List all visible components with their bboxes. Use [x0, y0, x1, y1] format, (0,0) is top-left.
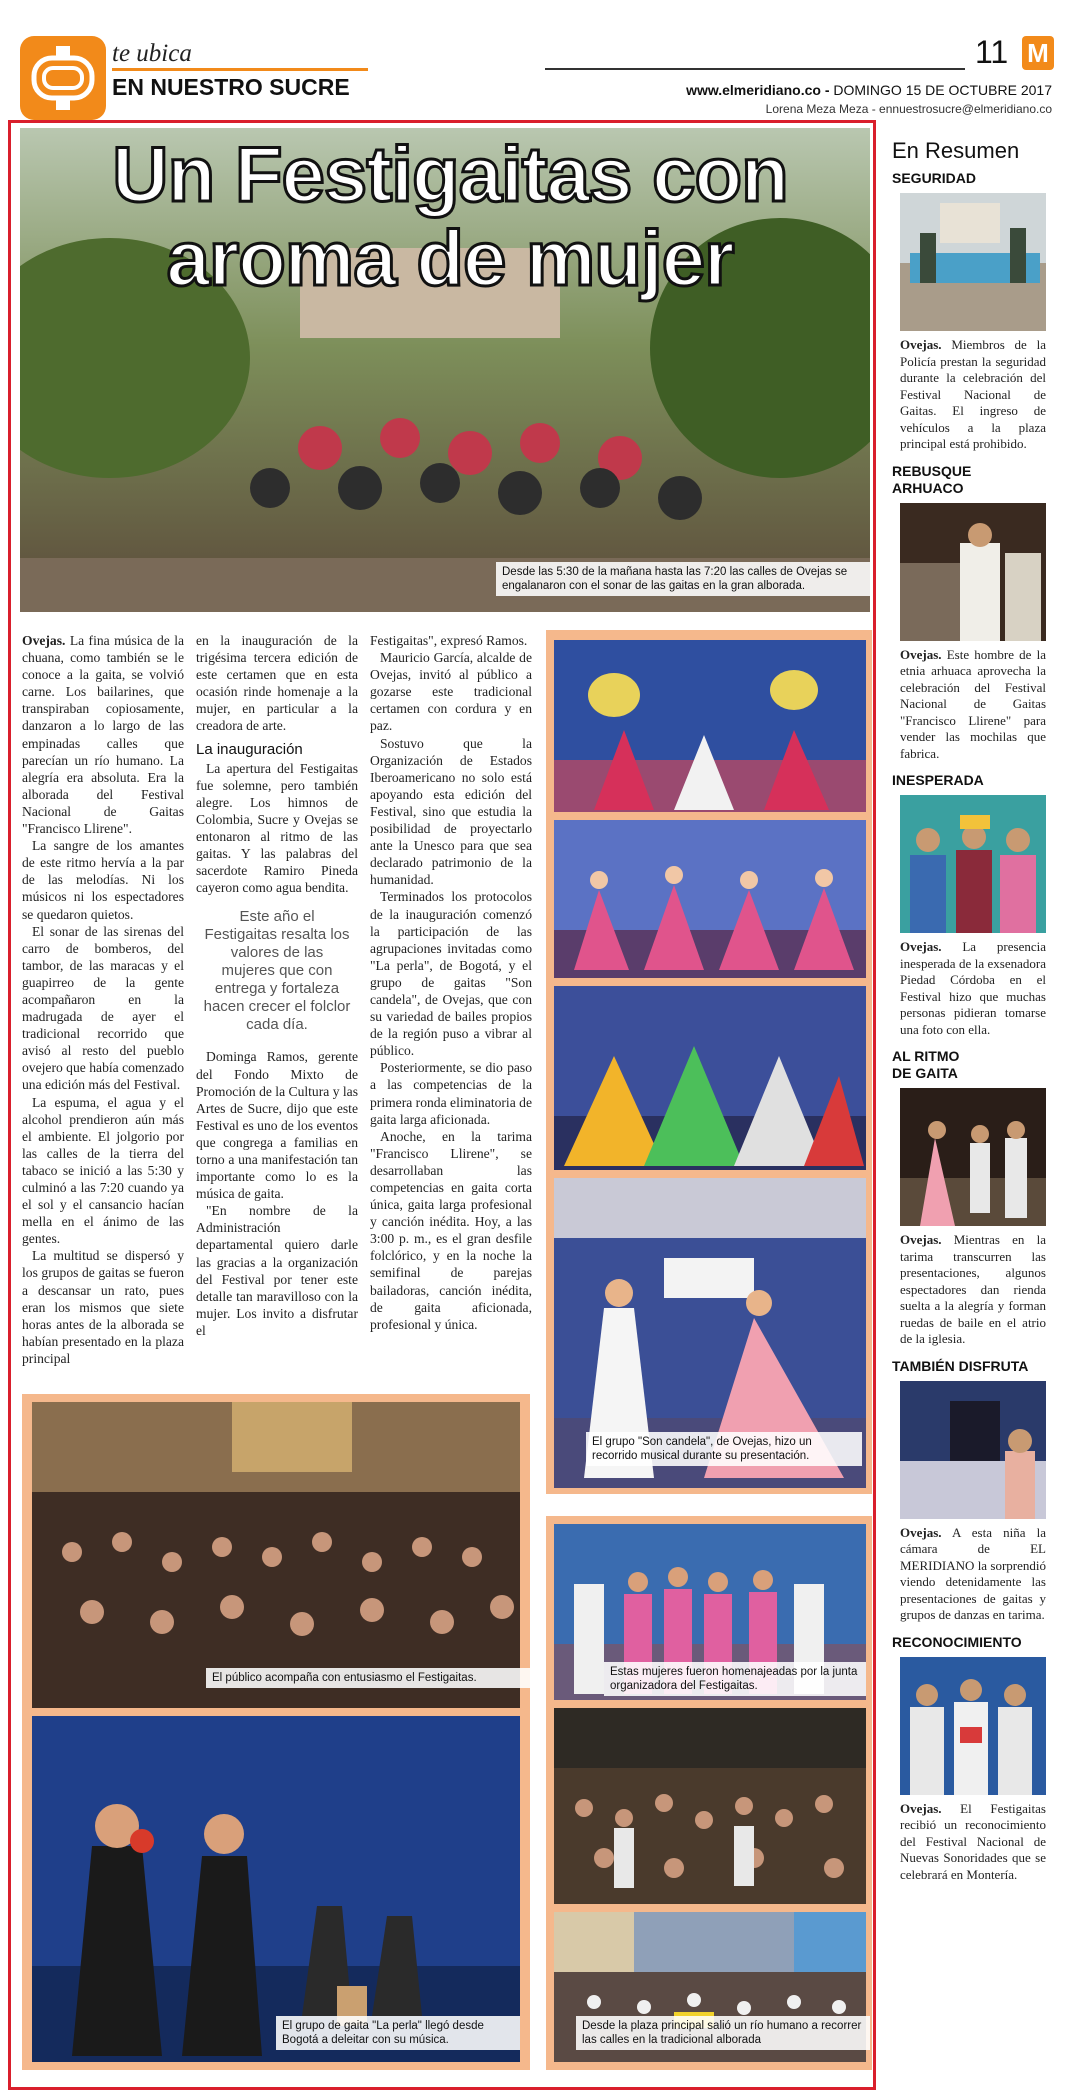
headline-line-2: aroma de mujer [166, 214, 734, 302]
article-column-2 [196, 632, 358, 1339]
public-photo [32, 1402, 520, 1708]
summary-heading: RECONOCIMIENTO [892, 1633, 1022, 1650]
website-url[interactable]: www.elmeridiano.co - [686, 82, 834, 98]
public-caption: El público acompaña con entusiasmo el Festigaitas. [206, 1668, 530, 1688]
summary-text: Ovejas. Miembros de la Policía prestan la seguridad durante la celebración del Festival Nacional de Gaitas. El ingreso de vehículos a la plaza principal está prohibido. [900, 337, 1046, 451]
la-perla-photo [32, 1716, 520, 2062]
river-caption: Desde la plaza principal salió un río humano a recorrer las calles en la tradicional alborada [576, 2016, 870, 2050]
paragraph: Terminados los protocolos de la inauguración comenzó la participación de las agrupaciones invitadas como "La perla", de Bogotá, y el grupo de gaitas "Son candela", de Ovejas, que con su variedad de bailes propios de la región puso a vibrar al público. [370, 889, 532, 1059]
paragraph: Mauricio García, alcalde de Ovejas, invitó al público a gozarse este tradicional certamen con cordura y en paz. [370, 650, 532, 734]
summary-text: Ovejas. A esta niña la cámara de EL MERIDIANO la sorprendió viendo detenidamente las presentaciones de gaitas y grupos de danzas en tarima. [900, 1524, 1046, 1622]
dateline [686, 82, 1052, 98]
paragraph: Sostuvo que la Organización de Estados Iberoamericano no solo está apoyando esta edición del Festival, sino que estudia la posibilidad de proyectarlo ante la Unesco para que sea declarado patrimonio de la humanidad. [370, 735, 532, 888]
headline-line-1: Un Festigaitas con [112, 130, 788, 218]
award-photo [900, 1657, 1046, 1795]
header-rule [545, 68, 965, 70]
paragraph: Dominga Ramos, gerente del Fondo Mixto de Promoción de la Cultura y las Artes de Sucre, dijo que este Festival es uno de los eventos que congrega a familias en torno a una manifestación tan importante como lo es la música de gaita. [196, 1049, 358, 1202]
page-number: 11 [975, 34, 1009, 70]
crowd-night-photo [554, 1708, 866, 1904]
security-photo [900, 193, 1046, 331]
dancers-photo-2 [554, 820, 866, 978]
paragraph: en la inauguración de la trigésima tercera edición de este certamen que en esta ocasión rinde homenaje a la mujer, en particular a la creadora de arte. [196, 633, 358, 734]
summary-heading: REBUSQUE ARHUACO [892, 462, 972, 496]
dancers-photo-3 [554, 986, 866, 1170]
paragraph: "En nombre de la Administración departamental quiero darle las gracias a la organización del Festival por tener este detalle tan maravilloso con la mujer. Los invito a disfrutar el [196, 1203, 358, 1338]
paragraph: La sangre de los amantes de este ritmo hervía a la par de las melodías. Ni los músicos ni los espectadores se quedaron quietos. [22, 838, 184, 922]
brand-logo: M [1022, 36, 1054, 70]
paragraph: Festigaitas", expresó Ramos. [370, 633, 528, 648]
dancing-atrium-photo [900, 1088, 1046, 1226]
summary-heading: SEGURIDAD [892, 170, 977, 186]
summary-heading: TAMBIÉN DISFRUTA [892, 1357, 1029, 1374]
son-candela-caption: El grupo "Son candela", de Ovejas, hizo un recorrido musical durante su presentación. [586, 1432, 862, 1466]
honored-women-caption: Estas mujeres fueron homenajeadas por la junta organizadora del Festigaitas. [604, 1662, 866, 1696]
byline: Lorena Meza Meza - ennuestrosucre@elmeridiano.co [765, 102, 1052, 116]
summary-heading: AL RITMO DE GAITA [892, 1048, 960, 1081]
subheading: La inauguración [196, 740, 303, 758]
kicker-underline [112, 68, 368, 71]
hero-caption: Desde las 5:30 de la mañana hasta las 7:20 las calles de Ovejas se engalanaron con el sonar de las gaitas en la gran alborada. [496, 562, 870, 596]
summary-text: Ovejas. Este hombre de la etnia arhuaca aprovecha la celebración del Festival Nacional de Gaitas "Francisco Llirene" para vender las mochilas que fabrica. [900, 646, 1046, 761]
paragraph: Ovejas. La fina música de la chuana, como también se le conoce a la gaita, se volvió carne. Los bailarines, que transpiraban copiosamente, danzaron a lo largo de las empinadas calles que parecían un río humano. La alegría era absoluta. Era la alborada del Festival Nacional de Gaitas "Francisco Llirene". [22, 633, 184, 837]
paragraph: El sonar de las sirenas del carro de bomberos, del tambor, de las maracas y el guapirreo de la gente acompañaron en la madrugada de ayer el tradicional recorrido que avisó al resto del pueblo ovejero que había comenzado una edición más del Festival. [22, 923, 184, 1093]
summary-text: Ovejas. Mientras en la tarima transcurren las presentaciones, algunos espectadores dan rienda suelta a la alegría y forman ruedas de baile en el atrio de la iglesia. [900, 1232, 1046, 1346]
sidebar-title: En Resumen [892, 138, 1020, 163]
section-logo-icon [20, 36, 106, 120]
issue-date: DOMINGO 15 DE OCTUBRE 2017 [833, 82, 1052, 98]
pull-quote: Este año el Festigaitas resalta los valores de las mujeres que con entrega y fortaleza hacen crecer el folclor cada día. [203, 908, 351, 1034]
summary-sidebar [888, 130, 1050, 1893]
paragraph: La apertura del Festigaitas fue solemne, pero también alegre. Los himnos de Colombia, Sucre y Ovejas se entonaron al ritmo de las gaitas. Y las palabras del sacerdote Ramiro Pineda cayeron como agua bendita. [196, 760, 358, 896]
article-column-3 [370, 632, 532, 1333]
summary-text: Ovejas. La presencia inesperada de la exsenadora Piedad Córdoba en el Festival hizo que muchas personas pidieran tomarse una foto con ella. [900, 939, 1046, 1037]
la-perla-caption: El grupo de gaita "La perla" llegó desde Bogotá a deleitar con su música. [276, 2016, 520, 2050]
dancers-photo-1 [554, 640, 866, 812]
piedad-cordoba-photo [900, 795, 1046, 933]
girl-watching-photo [900, 1381, 1046, 1519]
paragraph: La multitud se dispersó y los grupos de gaitas se fueron a descansar un rato, pues eran los mismos que siete horas antes de la alborada se habían presentado en la plaza principal [22, 1248, 184, 1366]
arhuaco-photo [900, 503, 1046, 641]
summary-heading: INESPERADA [892, 772, 984, 788]
paragraph: Anoche, en la tarima "Francisco Llirene", se desarrollaban las competencias en gaita corta única, gaita larga profesional y canción inédita. Hoy, a las 3:00 p. m., es el gran desfile folclórico, y en la noche la semifinal de parejas bailadoras, canción inédita, de gaita aficionada, profesional y única. [370, 1128, 532, 1332]
section-kicker: te ubica [112, 40, 192, 67]
headline [40, 132, 860, 300]
paragraph: Posteriormente, se dio paso a las competencias de la primera ronda eliminatoria de gaita larga aficionada. [370, 1060, 532, 1127]
article-column-1 [22, 632, 184, 1367]
summary-text: Ovejas. El Festigaitas recibió un reconocimiento del Festival Nacional de Nuevas Sonoridades que se celebrará en Montería. [900, 1800, 1046, 1882]
section-name: EN NUESTRO SUCRE [112, 74, 350, 100]
dateline-place: Ovejas. [22, 633, 66, 648]
paragraph: La espuma, el agua y el alcohol prendieron aún más el ambiente. El jolgorio por las calles de la tierra del tabaco se inició a las 5:30 y culminó a las 7:20 cuando ya el sol y el cansancio hacían mella en el ánimo de las gentes. [22, 1094, 184, 1247]
